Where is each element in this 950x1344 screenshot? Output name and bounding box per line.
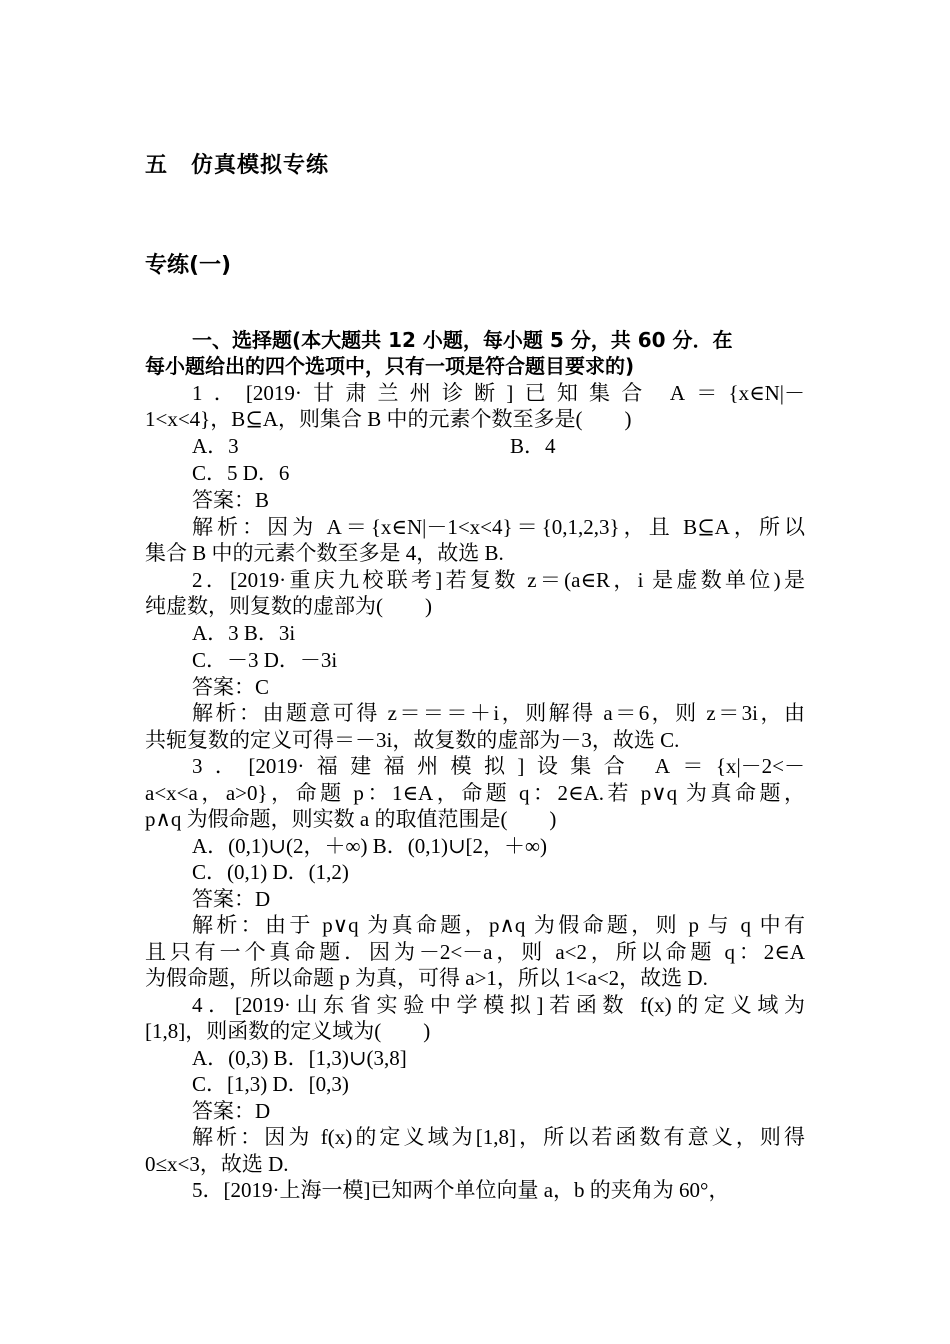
- q5-stem-1: 5．[2019·上海一模]已知两个单位向量 a，b 的夹角为 60°，: [192, 1178, 730, 1202]
- q2-answer: 答案：C: [192, 675, 270, 699]
- q4-options-cd: C．[1,3) D．[0,3): [192, 1072, 349, 1096]
- q2-analysis-1: 解析：由题意可得 z＝＝＝＋i，则解得 a＝6，则 z＝3i，由: [192, 701, 805, 725]
- q3-stem-2: a<x<a，a>0}，命题 p：1∈A，命题 q：2∈A.若 p∨q 为真命题，: [145, 781, 805, 805]
- q1-analysis-2: 集合 B 中的元素个数至多是 4，故选 B.: [145, 541, 504, 565]
- q1-answer: 答案：B: [192, 488, 270, 512]
- q3-options-cd: C．(0,1) D．(1,2): [192, 860, 349, 884]
- q4-stem-1: 4．[2019·山东省实验中学模拟]若函数 f(x)的定义域为: [192, 993, 805, 1017]
- q2-analysis-2: 共轭复数的定义可得＝－3i，故复数的虚部为－3，故选 C.: [145, 728, 680, 752]
- q1-stem-1: 1．[2019·甘肃兰州诊断]已知集合 A＝{x∈N|－: [192, 381, 805, 405]
- q4-answer: 答案：D: [192, 1099, 271, 1123]
- q1-options-cd: C．5 D．6: [192, 461, 290, 485]
- q4-analysis-1: 解析：因为 f(x)的定义域为[1,8]，所以若函数有意义，则得: [192, 1125, 805, 1149]
- q3-analysis-2: 且只有一个真命题．因为－2<－a，则 a<2，所以命题 q：2∈A: [145, 940, 805, 964]
- subsection-title: 专练(一): [145, 253, 232, 278]
- q1-stem-2: 1<x<4}，B⊆A，则集合 B 中的元素个数至多是( ): [145, 407, 632, 431]
- q3-answer: 答案：D: [192, 887, 271, 911]
- q1-analysis-1: 解析：因为 A＝{x∈N|－1<x<4}＝{0,1,2,3}，且 B⊆A，所以: [192, 515, 805, 539]
- q3-analysis-1: 解析：由于 p∨q 为真命题，p∧q 为假命题，则 p 与 q 中有: [192, 913, 805, 937]
- q3-analysis-3: 为假命题，所以命题 p 为真，可得 a>1，所以 1<a<2，故选 D.: [145, 966, 708, 990]
- q2-stem-2: 纯虚数，则复数的虚部为( ): [145, 594, 432, 618]
- section-title: 五 仿真模拟专练: [145, 153, 330, 178]
- q1-option-a: A．3: [192, 434, 239, 458]
- q4-options-ab: A．(0,3) B．[1,3)∪(3,8]: [192, 1046, 407, 1070]
- q2-stem-1: 2．[2019·重庆九校联考]若复数 z＝(a∈R，i 是虚数单位)是: [192, 568, 805, 592]
- q1-option-b: B．4: [510, 434, 556, 458]
- q3-options-ab: A．(0,1)∪(2，＋∞) B．(0,1)∪[2，＋∞): [192, 834, 547, 858]
- q3-stem-3: p∧q 为假命题，则实数 a 的取值范围是( ): [145, 807, 557, 831]
- intro-line-1: 一、选择题(本大题共 12 小题，每小题 5 分，共 60 分．在: [192, 328, 733, 352]
- q4-stem-2: [1,8]，则函数的定义域为( ): [145, 1019, 431, 1043]
- q3-stem-1: 3．[2019·福建福州模拟]设集合 A＝{x|－2<－: [192, 754, 805, 778]
- q2-options-cd: C．－3 D．－3i: [192, 648, 338, 672]
- q2-options-ab: A．3 B．3i: [192, 621, 296, 645]
- intro-line-2: 每小题给出的四个选项中，只有一项是符合题目要求的): [145, 354, 635, 378]
- q4-analysis-2: 0≤x<3，故选 D.: [145, 1152, 289, 1176]
